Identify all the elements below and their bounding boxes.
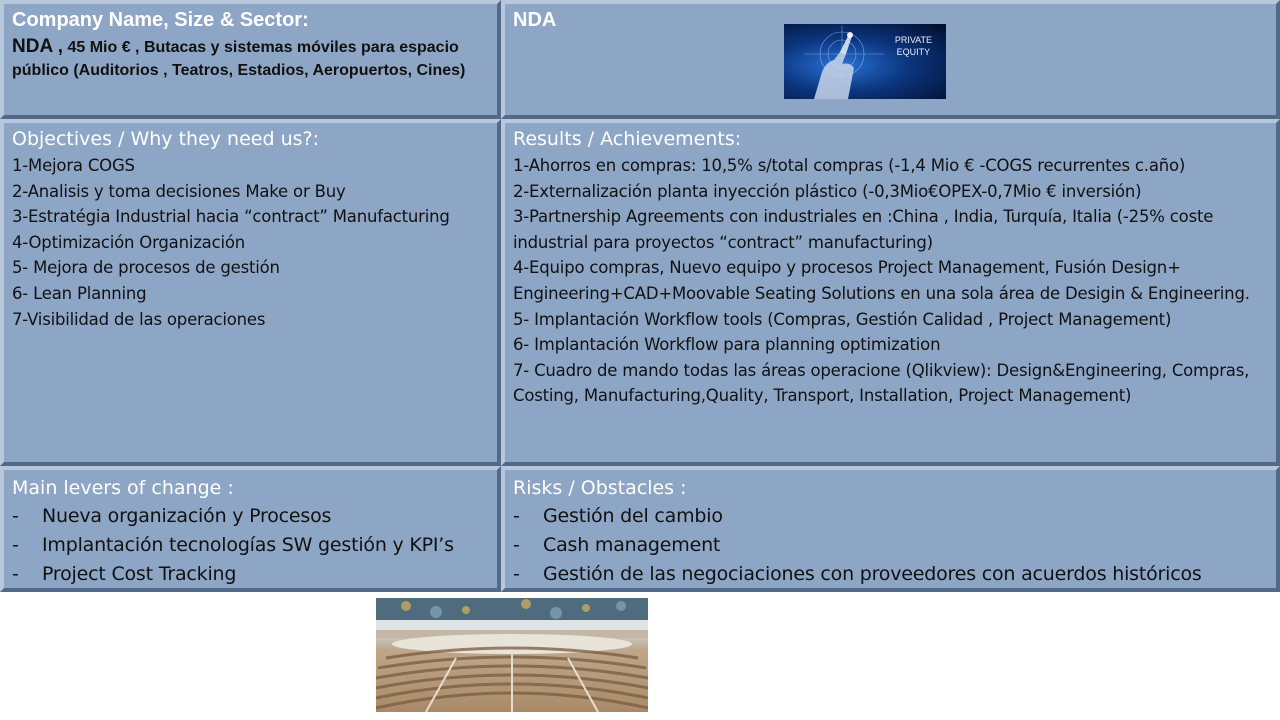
list-item-text: Nueva organización y Procesos: [42, 505, 332, 527]
company-cell: [0, 0, 501, 119]
list-item: [513, 531, 1268, 560]
list-item: [513, 560, 1268, 589]
objectives-list: [12, 153, 489, 332]
list-item: [12, 531, 489, 560]
list-item-text: Implantación tecnologías SW gestión y KPI’s: [42, 534, 454, 556]
list-item: 5- Mejora de procesos de gestión: [12, 258, 280, 278]
list-item: 7-Visibilidad de las operaciones: [12, 309, 266, 329]
auditorium-photo: [376, 598, 648, 712]
list-item: 7- Cuadro de mando todas las áreas operacione (Qlikview): Design&Engineering, Compras, Costing, Manufacturing,Quality, Transport, Installation, Project Management): [513, 360, 1250, 406]
list-item: [12, 560, 489, 589]
list-item-text: Gestión del cambio: [543, 505, 723, 527]
list-item: 5- Implantación Workflow tools (Compras, Gestión Calidad , Project Management): [513, 309, 1172, 329]
objectives-heading: Objectives / Why they need us?:: [12, 128, 319, 150]
levers-heading: Main levers of change :: [12, 477, 234, 499]
results-heading: Results / Achievements:: [513, 128, 742, 150]
list-item: 3-Estratégia Industrial hacia “contract” Manufacturing: [12, 207, 450, 227]
risks-heading: Risks / Obstacles :: [513, 477, 687, 499]
objectives-cell: [0, 119, 501, 466]
company-description: [12, 35, 489, 82]
list-item: 3-Partnership Agreements con industriales en :China , India, Turquía, Italia (-25% coste industrial para proyectos “contract” manufacturing): [513, 207, 1214, 252]
company-name: NDA ,: [12, 36, 64, 57]
results-list: [513, 153, 1268, 409]
logo-text-line-2: EQUITY: [896, 47, 931, 57]
bullet-dash: -: [12, 505, 19, 527]
private-equity-logo: [784, 24, 946, 99]
list-item: [513, 502, 1268, 531]
list-item-text: Cash management: [543, 534, 721, 556]
logo-text-line-1: PRIVATE: [894, 35, 932, 45]
risks-list: [513, 502, 1268, 589]
list-item: 2-Analisis y toma decisiones Make or Buy: [12, 181, 346, 201]
company-heading: Company Name, Size & Sector:: [12, 9, 309, 31]
list-item-text: Project Cost Tracking: [42, 563, 237, 585]
list-item: 4-Optimización Organización: [12, 232, 245, 252]
list-item: 1-Mejora COGS: [12, 156, 135, 175]
bullet-dash: -: [12, 534, 19, 556]
list-item: 6- Lean Planning: [12, 283, 147, 303]
list-item: 1-Ahorros en compras: 10,5% s/total compras (-1,4 Mio € -COGS recurrentes c.año): [513, 156, 1186, 175]
risks-cell: [501, 466, 1280, 592]
list-item: [12, 502, 489, 531]
bullet-dash: -: [513, 505, 520, 527]
list-item: 6- Implantación Workflow para planning optimization: [513, 335, 941, 355]
list-item-text: Gestión de las negociaciones con proveedores con acuerdos históricos: [543, 563, 1202, 585]
results-cell: [501, 119, 1280, 466]
levers-cell: [0, 466, 501, 592]
list-item: 4-Equipo compras, Nuevo equipo y procesos Project Management, Fusión Design+ Engineering+CAD+Moovable Seating Solutions en una sola área de Desigin & Engineering.: [513, 258, 1250, 303]
list-item: 2-Externalización planta inyección plástico (-0,3Mio€OPEX-0,7Mio € inversión): [513, 181, 1142, 201]
auditorium-seating-image: [376, 598, 648, 712]
bullet-dash: -: [12, 563, 19, 585]
levers-list: [12, 502, 489, 589]
company-details: 45 Mio € , Butacas y sistemas móviles para espacio público (Auditorios , Teatros, Estadios, Aeropuertos, Cines): [12, 39, 466, 79]
bullet-dash: -: [513, 563, 520, 585]
nda-heading: NDA: [513, 9, 557, 31]
bullet-dash: -: [513, 534, 520, 556]
logo-text: [895, 34, 932, 58]
